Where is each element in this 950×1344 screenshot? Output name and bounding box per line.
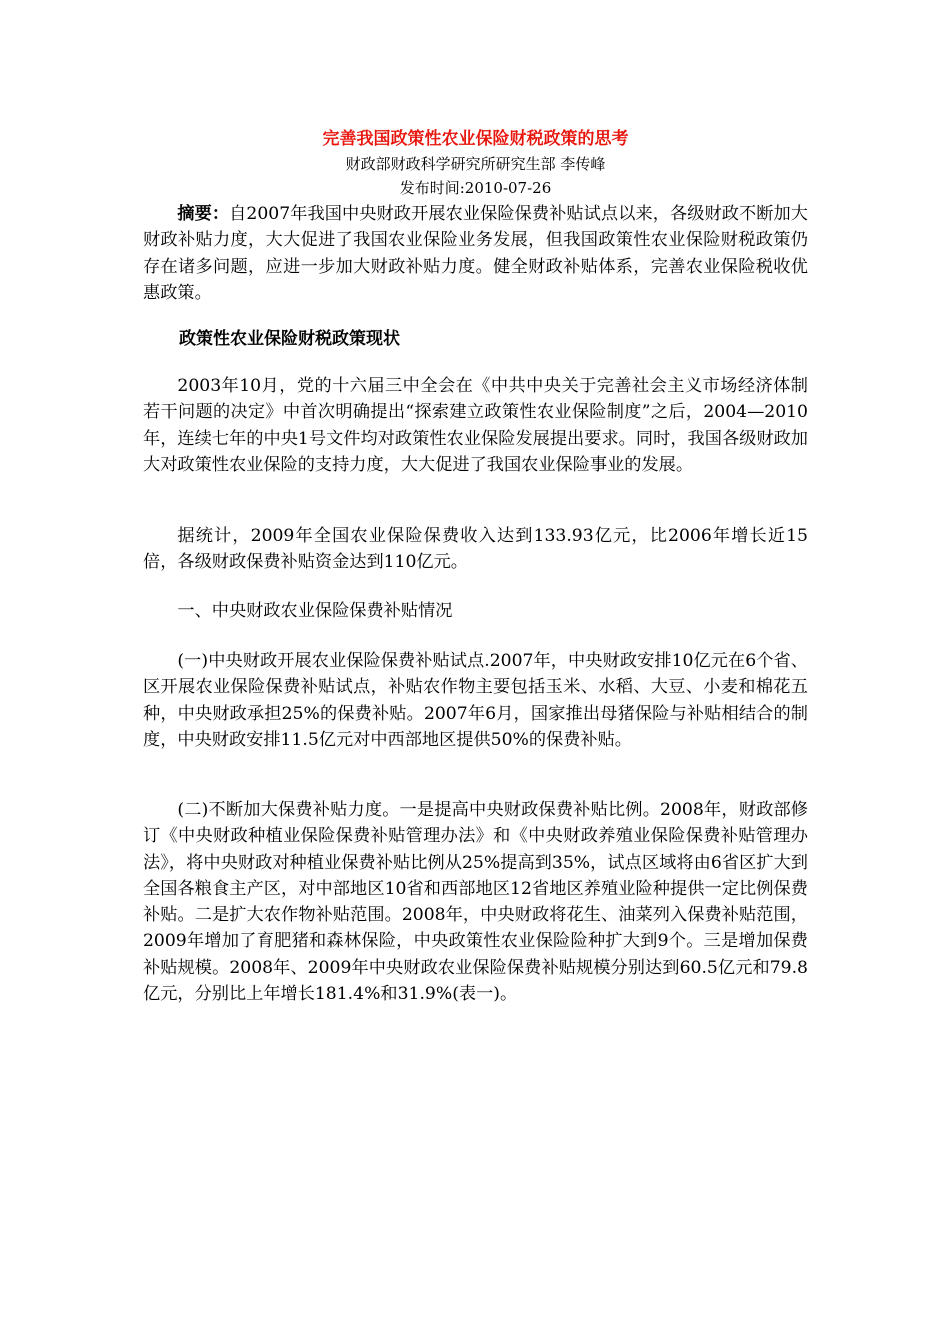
publish-date: 发布时间:2010-07-26 [399,179,552,197]
subsection-heading: 一、中央财政农业保险保费补贴情况 [177,601,453,621]
body-paragraph-1: 2003年10月，党的十六届三中全会在《中共中央关于完善社会主义市场经济体制若干问题的决定》中首次明确提出“探索建立政策性农业保险制度”之后，2004—2010年，连续七年的中央1号文件均对政策性农业保险发展提出要求。同时，我国各级财政加大对政策性农业保险的支持力度，大大促进了我国农业保险事业的发展。 [143,376,808,475]
body-paragraph-2: 据统计，2009年全国农业保险保费收入达到133.93亿元，比2006年增长近15倍，各级财政保费补贴资金达到110亿元。 [143,526,808,573]
abstract-label: 摘要： [177,204,230,224]
abstract-text: 自2007年我国中央财政开展农业保险保费补贴试点以来，各级财政不断加大财政补贴力度，大大促进了我国农业保险业务发展，但我国政策性农业保险财税政策仍存在诸多问题，应进一步加大财政补贴力度。健全财政补贴体系，完善农业保险税收优惠政策。 [143,204,808,303]
article-author: 财政部财政科学研究所研究生部 李传峰 [345,155,606,173]
article-title: 完善我国政策性农业保险财税政策的思考 [322,129,629,149]
body-paragraph-4: (二)不断加大保费补贴力度。一是提高中央财政保费补贴比例。2008年，财政部修订《中央财政种植业保险保费补贴管理办法》和《中央财政养殖业保险保费补贴管理办法》，将中央财政对种植业保费补贴比例从25%提高到35%，试点区域将由6省区扩大到全国各粮食主产区，对中部地区10省和西部地区12省地区养殖业险种提供一定比例保费补贴。二是扩大农作物补贴范围。2008年，中央财政将花生、油菜列入保费补贴范围，2009年增加了育肥猪和森林保险，中央政策性农业保险险种扩大到9个。三是增加保费补贴规模。2008年、2009年中央财政农业保险保费补贴规模分别达到60.5亿元和79.8亿元，分别比上年增长181.4%和31.9%(表一)。 [143,800,808,1005]
body-paragraph-3: (一)中央财政开展农业保险保费补贴试点.2007年，中央财政安排10亿元在6个省、区开展农业保险保费补贴试点，补贴农作物主要包括玉米、水稻、大豆、小麦和棉花五种，中央财政承担25%的保费补贴。2007年6月，国家推出母猪保险与补贴相结合的制度，中央财政安排11.5亿元对中西部地区提供50%的保费补贴。 [143,651,808,750]
section-heading: 政策性农业保险财税政策现状 [179,329,400,349]
abstract-paragraph [143,201,808,306]
